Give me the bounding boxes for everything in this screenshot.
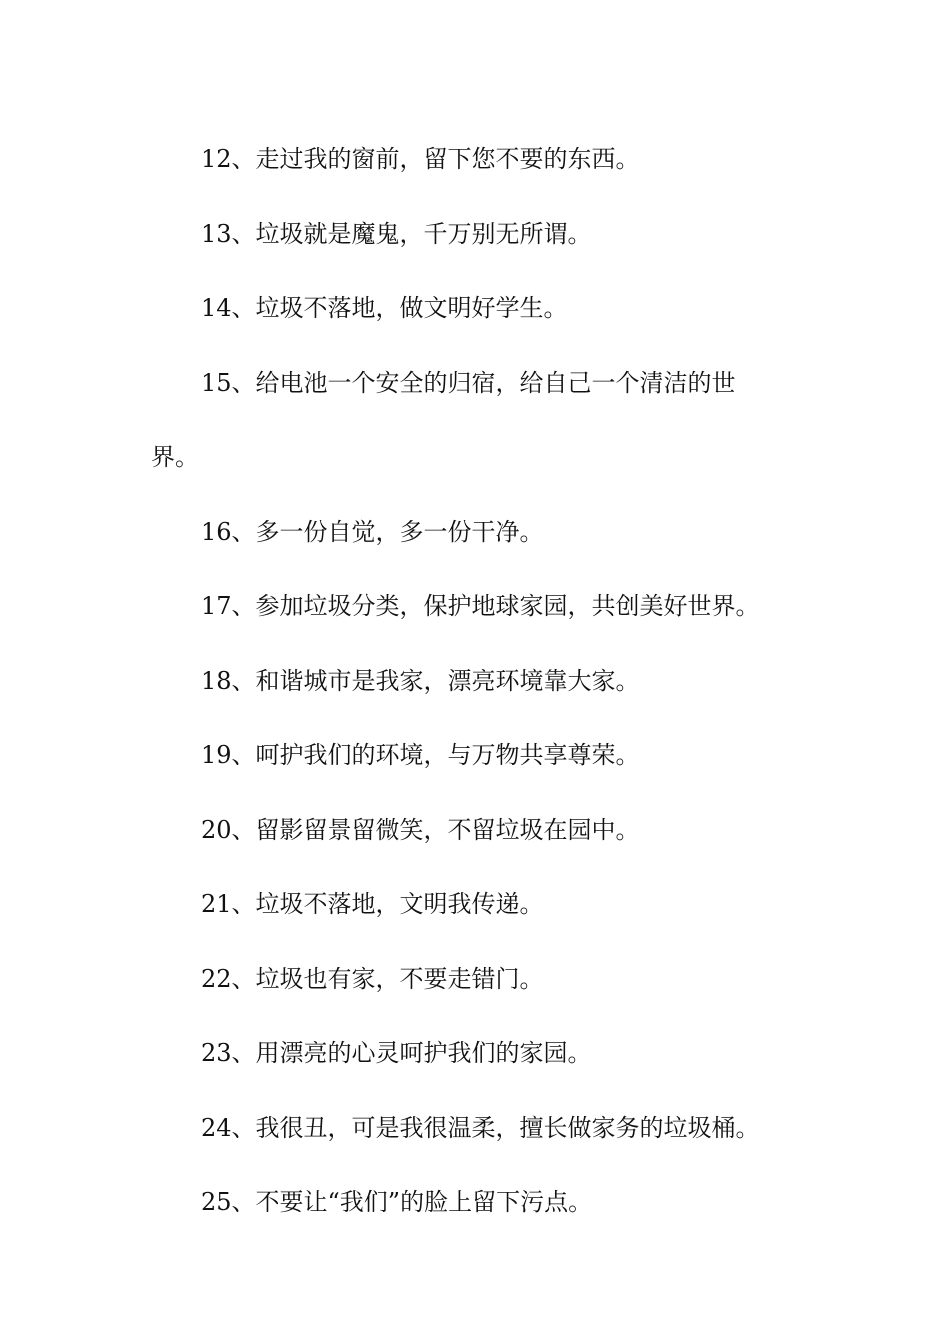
text-line-15: 15、给电池一个安全的归宿，给自己一个清洁的世: [201, 368, 736, 397]
text-line-16: 16、多一份自觉，多一份干净。: [201, 517, 544, 546]
text-line-15-continued: 界。: [151, 443, 199, 471]
text-line-14: 14、垃圾不落地，做文明好学生。: [201, 294, 568, 322]
text-line-18: 18、和谐城市是我家，漂亮环境靠大家。: [201, 666, 640, 695]
text-line-24: 24、我很丑，可是我很温柔，擅长做家务的垃圾桶。: [201, 1113, 760, 1142]
text-line-13: 13、垃圾就是魔鬼，千万别无所谓。: [201, 219, 592, 248]
text-line-22: 22、垃圾也有家，不要走错门。: [201, 964, 544, 993]
text-line-20: 20、留影留景留微笑，不留垃圾在园中。: [201, 815, 640, 844]
text-line-21: 21、垃圾不落地，文明我传递。: [201, 890, 544, 918]
text-line-17: 17、参加垃圾分类，保护地球家园，共创美好世界。: [201, 592, 760, 620]
text-line-23: 23、用漂亮的心灵呵护我们的家园。: [201, 1039, 592, 1067]
document-body: [151, 122, 801, 1240]
text-line-12: 12、走过我的窗前，留下您不要的东西。: [201, 145, 640, 173]
text-line-19: 19、呵护我们的环境，与万物共享尊荣。: [201, 741, 640, 769]
text-line-25: 25、不要让“我们”的脸上留下污点。: [201, 1188, 593, 1216]
